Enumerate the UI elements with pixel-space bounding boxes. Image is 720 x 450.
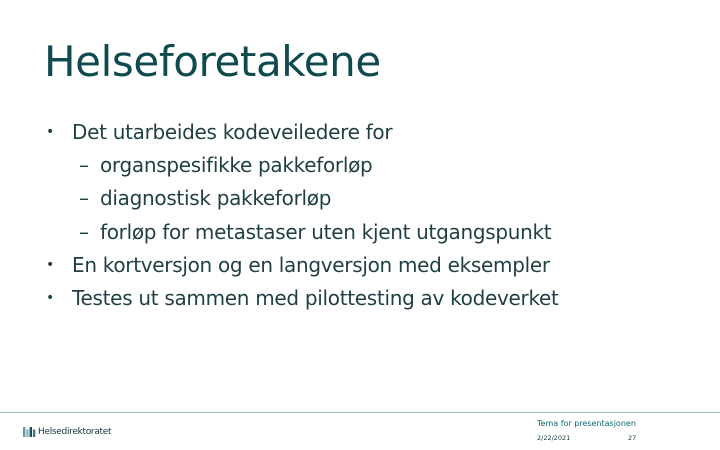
sub-bullet-marker: – <box>79 153 89 178</box>
sub-bullet-text: forløp for metastaser uten kjent utgangspunkt <box>100 219 552 244</box>
sub-bullet-marker: – <box>79 186 89 211</box>
sub-bullet-marker: – <box>79 219 89 244</box>
bullet-marker: • <box>46 124 54 140</box>
logo-text: Helsedirektoratet <box>38 427 112 437</box>
footer-page-number: 27 <box>628 434 637 442</box>
bullet-item <box>0 282 720 315</box>
sub-bullet-text: organspesifikke pakkeforløp <box>100 153 373 178</box>
helsedirektoratet-logo-icon <box>22 426 36 438</box>
sub-bullet-item <box>0 149 720 182</box>
bullet-list <box>0 116 720 315</box>
sub-bullet-text: diagnostisk pakkeforløp <box>100 186 332 211</box>
bullet-item <box>0 249 720 282</box>
bullet-marker: • <box>46 289 54 306</box>
footer-date: 2/22/2021 <box>537 434 571 442</box>
sub-bullet-item <box>0 216 720 249</box>
sub-bullet-item <box>0 182 720 215</box>
footer-topic: Tema for presentasjonen <box>537 419 636 428</box>
bullet-text: Det utarbeides kodeveiledere for <box>72 120 393 144</box>
bullet-marker: • <box>46 256 54 273</box>
bullet-item <box>0 116 720 149</box>
footer-logo <box>22 425 111 439</box>
slide-title: Helseforetakene <box>44 37 381 86</box>
footer-divider <box>0 412 720 413</box>
bullet-text: En kortversjon og en langversjon med eksempler <box>72 252 550 277</box>
bullet-text: Testes ut sammen med pilottesting av kodeverket <box>72 285 559 310</box>
